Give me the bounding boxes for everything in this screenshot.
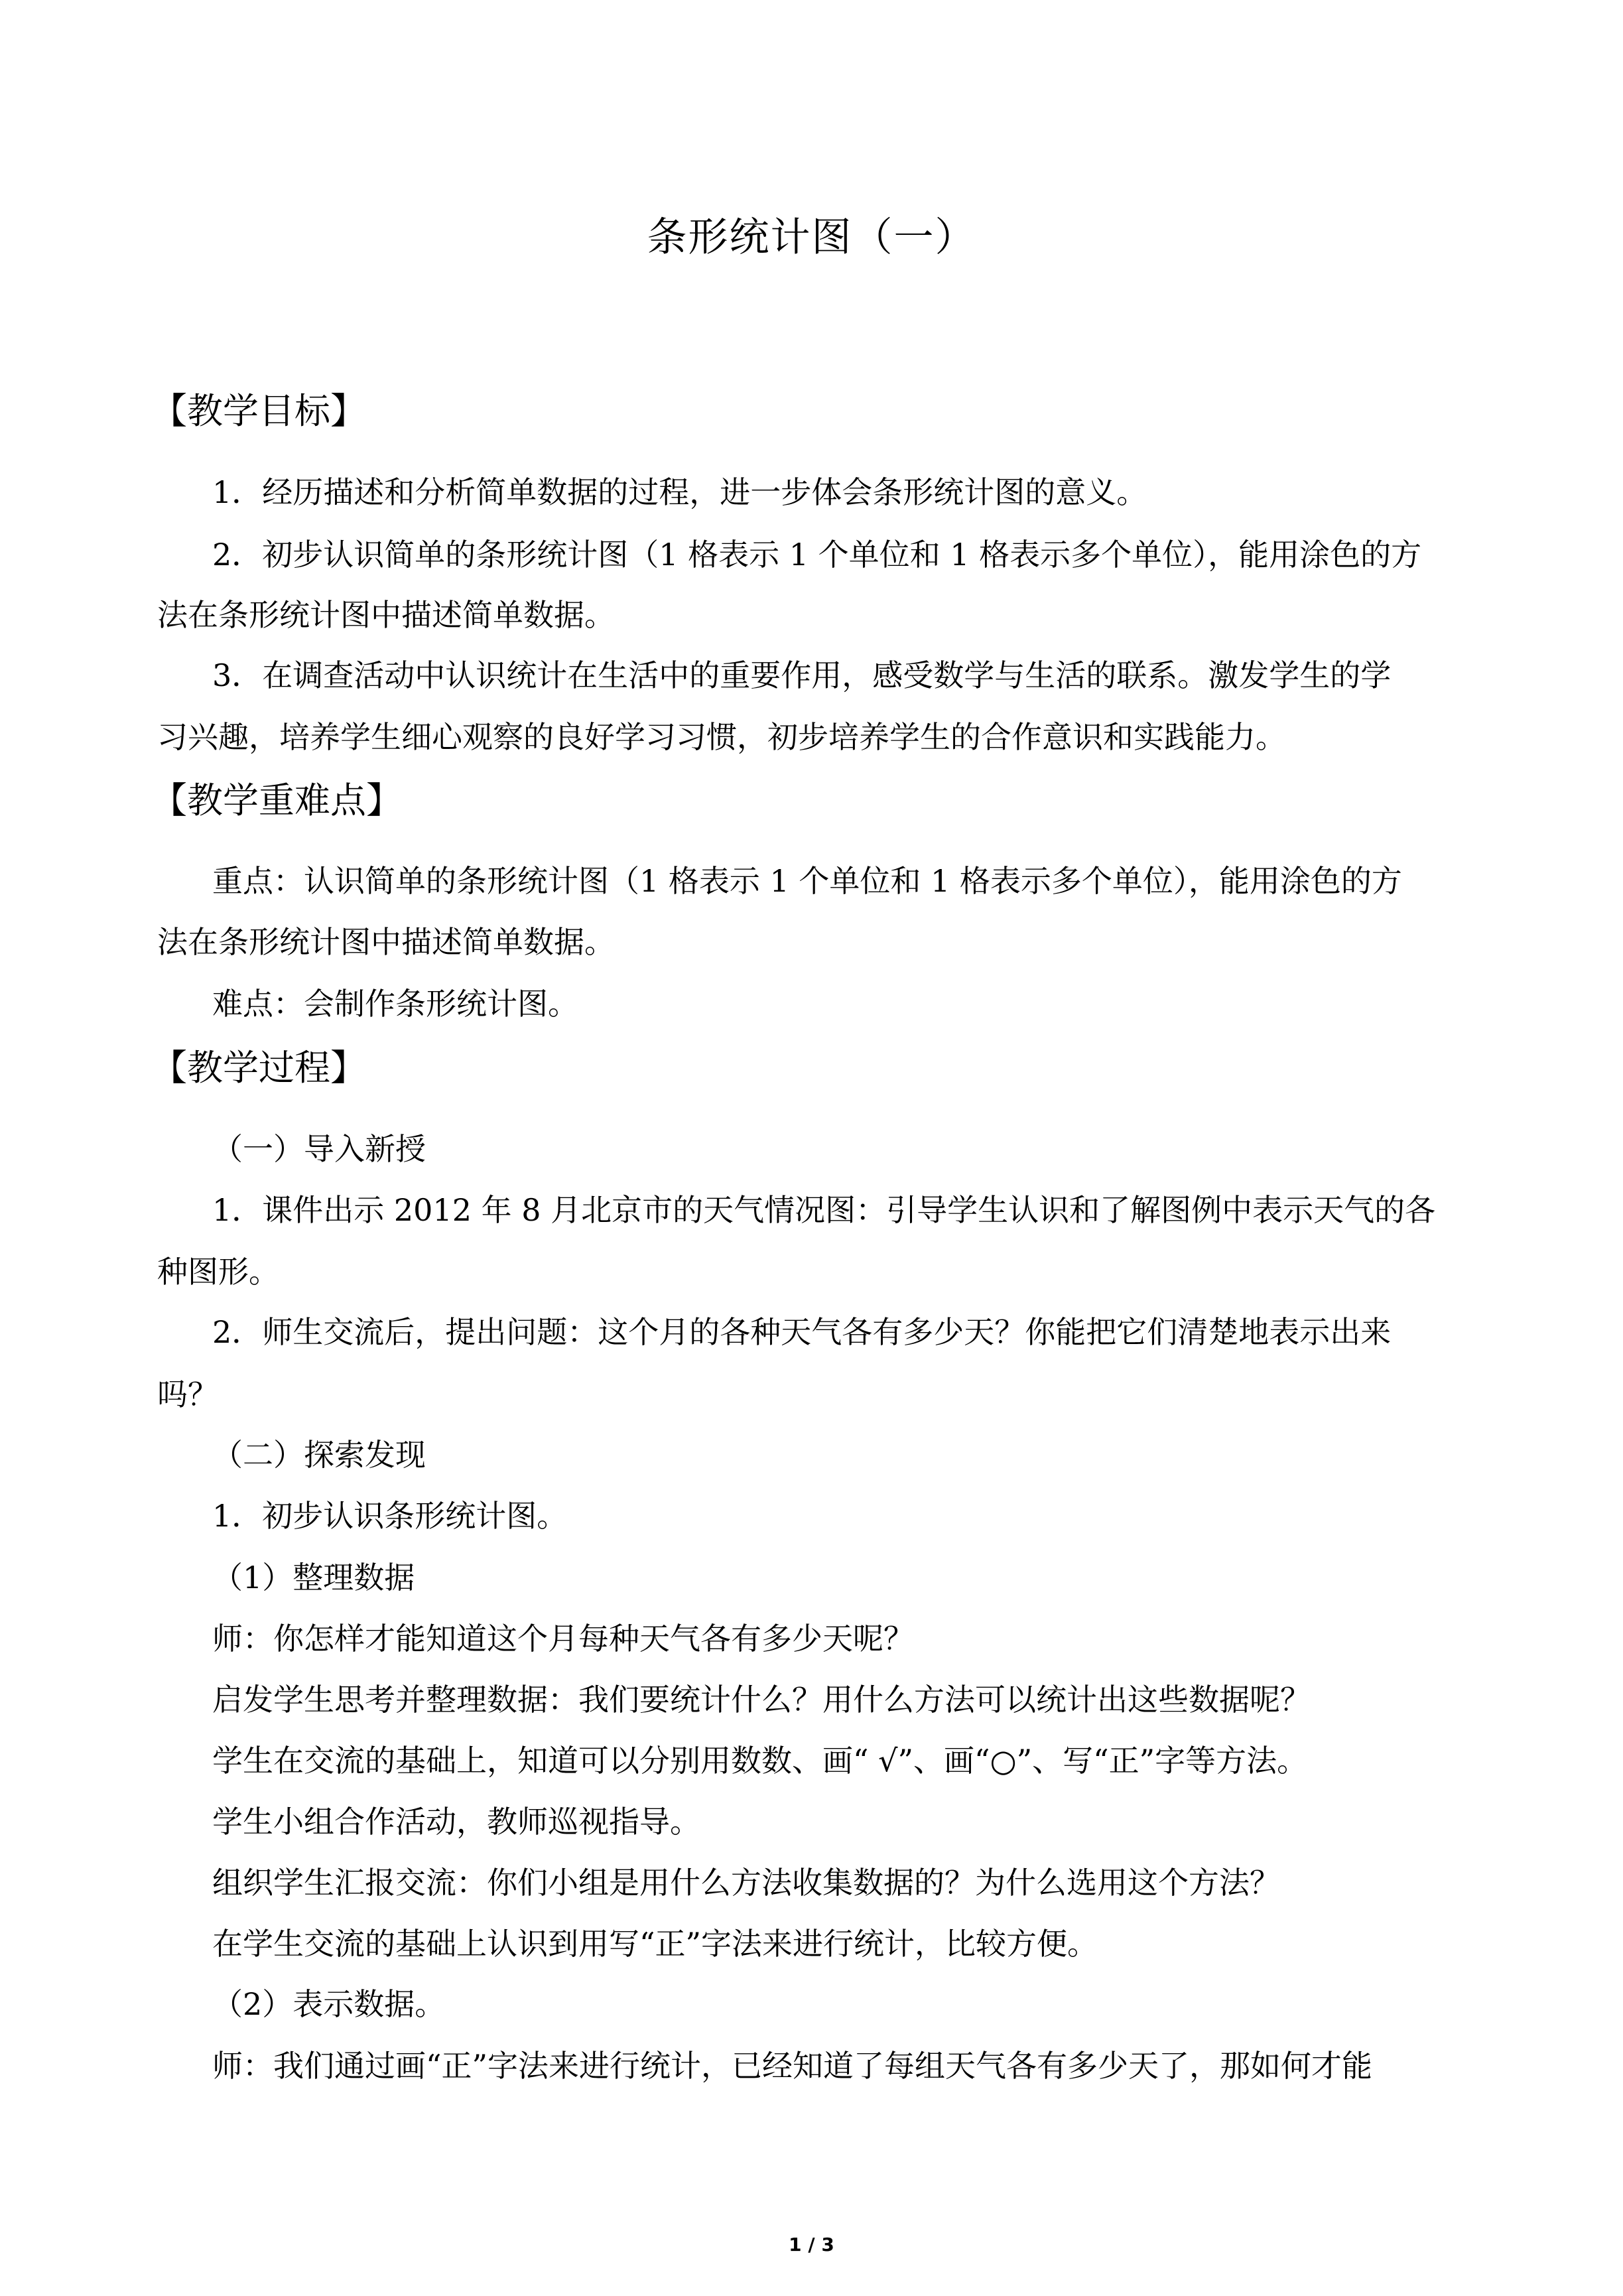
paragraph-line: 师：你怎样才能知道这个月每种天气各有多少天呢？	[212, 1621, 914, 1656]
section-heading-objectives: 【教学目标】	[151, 390, 366, 432]
section-heading-process: 【教学过程】	[151, 1047, 366, 1089]
paragraph-line: 习兴趣，培养学生细心观察的良好学习习惯，初步培养学生的合作意识和实践能力。	[157, 719, 1286, 755]
paragraph-line: 种图形。	[157, 1254, 279, 1290]
paragraph-line: （1）整理数据	[212, 1560, 415, 1595]
page-title: 条形统计图（一）	[647, 214, 976, 261]
paragraph-line: 法在条形统计图中描述简单数据。	[157, 597, 615, 633]
paragraph-line: 吗？	[157, 1377, 218, 1412]
paragraph-line: 难点：会制作条形统计图。	[212, 986, 578, 1022]
paragraph-line: 法在条形统计图中描述简单数据。	[157, 924, 615, 960]
paragraph-line: （二）探索发现	[212, 1437, 426, 1473]
paragraph-line: 2．初步认识简单的条形统计图（1 格表示 1 个单位和 1 格表示多个单位），能用涂色的方	[212, 537, 1422, 573]
paragraph-line: 师：我们通过画“正”字法来进行统计，已经知道了每组天气各有多少天了，那如何才能	[212, 2048, 1373, 2084]
paragraph-line: 1．课件出示 2012 年 8 月北京市的天气情况图：引导学生认识和了解图例中表示天气的各	[212, 1192, 1436, 1228]
paragraph-line: 学生小组合作活动，教师巡视指导。	[212, 1804, 700, 1840]
paragraph-line: 3．在调查活动中认识统计在生活中的重要作用，感受数学与生活的联系。激发学生的学	[212, 657, 1392, 693]
paragraph-line: 2．师生交流后，提出问题：这个月的各种天气各有多少天？你能把它们清楚地表示出来	[212, 1314, 1392, 1350]
paragraph-line: 启发学生思考并整理数据：我们要统计什么？用什么方法可以统计出这些数据呢？	[212, 1682, 1311, 1718]
paragraph-line: （2）表示数据。	[212, 1986, 446, 2022]
paragraph-line: 学生在交流的基础上，知道可以分别用数数、画“ √”、画“○”、写“正”字等方法。	[212, 1743, 1308, 1779]
section-heading-key-points: 【教学重难点】	[151, 779, 402, 821]
paragraph-line: （一）导入新授	[212, 1131, 426, 1167]
paragraph-line: 1．初步认识条形统计图。	[212, 1498, 568, 1534]
paragraph-line: 在学生交流的基础上认识到用写“正”字法来进行统计，比较方便。	[212, 1926, 1098, 1962]
paragraph-line: 重点：认识简单的条形统计图（1 格表示 1 个单位和 1 格表示多个单位），能用涂色的方	[212, 863, 1402, 899]
page-number: 1 / 3	[789, 2234, 834, 2256]
paragraph-line: 组织学生汇报交流：你们小组是用什么方法收集数据的？为什么选用这个方法？	[212, 1865, 1280, 1901]
paragraph-line: 1．经历描述和分析简单数据的过程，进一步体会条形统计图的意义。	[212, 474, 1147, 510]
